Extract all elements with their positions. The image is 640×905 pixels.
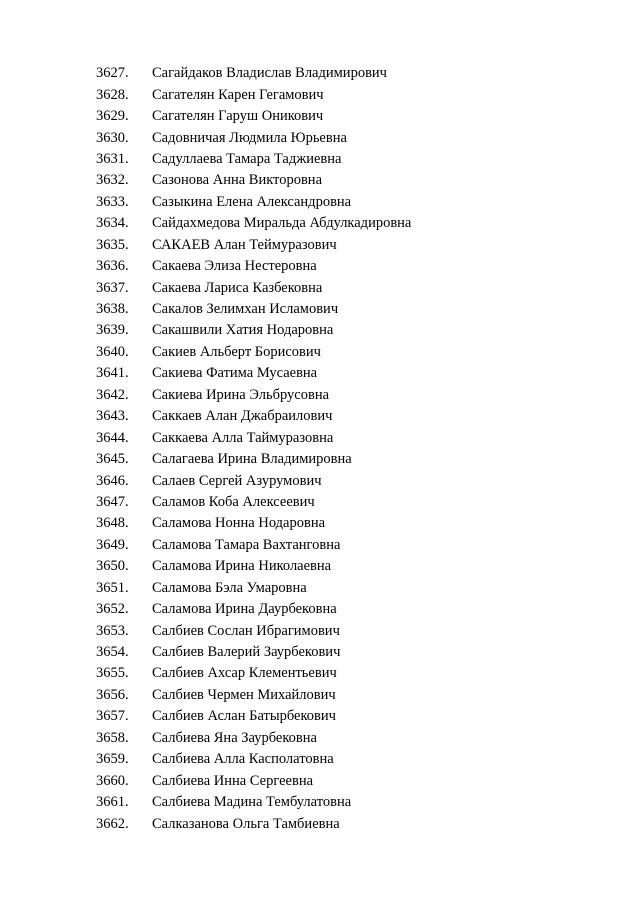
entry-number: 3643. [96, 408, 129, 425]
entry-number: 3647. [96, 493, 129, 510]
list-item [96, 406, 411, 427]
list-item [96, 342, 411, 363]
entry-number: 3637. [96, 279, 129, 296]
entry-name: Садуллаева Тамара Таджиевна [152, 150, 342, 167]
entry-number: 3649. [96, 536, 129, 553]
entry-name: Салбиев Чермен Михайлович [152, 686, 336, 703]
list-item [96, 770, 411, 791]
entry-number: 3653. [96, 622, 129, 639]
list-item [96, 84, 411, 105]
entry-name: Салбиева Яна Заурбековна [152, 729, 317, 746]
entry-number: 3641. [96, 365, 129, 382]
entry-number: 3656. [96, 686, 129, 703]
entry-name: Салказанова Ольга Тамбиевна [152, 815, 340, 832]
list-item [96, 63, 411, 84]
list-item [96, 556, 411, 577]
list-item [96, 492, 411, 513]
entry-number: 3633. [96, 193, 129, 210]
numbered-name-list [96, 63, 411, 835]
entry-name: Сагателян Карен Гегамович [152, 86, 324, 103]
entry-name: Салбиева Инна Сергеевна [152, 772, 314, 789]
entry-name: Салбиев Аслан Батырбекович [152, 708, 336, 725]
entry-name: Сакаева Элиза Нестеровна [152, 258, 317, 275]
entry-number: 3630. [96, 129, 129, 146]
list-item [96, 685, 411, 706]
entry-number: 3628. [96, 86, 129, 103]
entry-name: Садовничая Людмила Юрьевна [152, 129, 347, 146]
entry-number: 3642. [96, 386, 129, 403]
entry-number: 3654. [96, 644, 129, 661]
entry-name: Салбиев Сослан Ибрагимович [152, 622, 340, 639]
entry-name: Салбиев Ахсар Клементьевич [152, 665, 337, 682]
entry-number: 3645. [96, 451, 129, 468]
list-item [96, 578, 411, 599]
entry-number: 3655. [96, 665, 129, 682]
entry-number: 3635. [96, 236, 129, 253]
list-item [96, 792, 411, 813]
list-item [96, 149, 411, 170]
entry-name: Саламова Тамара Вахтанговна [152, 536, 341, 553]
entry-name: САКАЕВ Алан Теймуразович [152, 236, 337, 253]
list-item [96, 706, 411, 727]
entry-name: Сакиева Фатима Мусаевна [152, 365, 318, 382]
list-item [96, 170, 411, 191]
list-item [96, 213, 411, 234]
list-item [96, 642, 411, 663]
entry-name: Сагателян Гаруш Оникович [152, 108, 324, 125]
entry-name: Саккаев Алан Джабраилович [152, 408, 333, 425]
list-item [96, 385, 411, 406]
entry-name: Сакиева Ирина Эльбрусовна [152, 386, 330, 403]
entry-name: Салбиев Валерий Заурбекович [152, 644, 341, 661]
entry-name: Салагаева Ирина Владимировна [152, 451, 352, 468]
list-item [96, 277, 411, 298]
list-item [96, 620, 411, 641]
entry-number: 3651. [96, 579, 129, 596]
entry-number: 3658. [96, 729, 129, 746]
entry-name: Саламова Ирина Николаевна [152, 558, 332, 575]
list-item [96, 256, 411, 277]
entry-number: 3634. [96, 215, 129, 232]
list-item [96, 299, 411, 320]
entry-name: Сайдахмедова Миральда Абдулкадировна [152, 215, 412, 232]
list-item [96, 192, 411, 213]
entry-number: 3640. [96, 343, 129, 360]
entry-name: Сазонова Анна Викторовна [152, 172, 322, 189]
list-item [96, 320, 411, 341]
entry-number: 3659. [96, 751, 129, 768]
list-item [96, 663, 411, 684]
list-item [96, 106, 411, 127]
list-item [96, 363, 411, 384]
entry-name: Саккаева Алла Таймуразовна [152, 429, 334, 446]
list-item [96, 235, 411, 256]
entry-number: 3644. [96, 429, 129, 446]
list-item [96, 470, 411, 491]
entry-number: 3661. [96, 794, 129, 811]
entry-number: 3650. [96, 558, 129, 575]
list-item [96, 749, 411, 770]
list-item [96, 599, 411, 620]
entry-number: 3657. [96, 708, 129, 725]
entry-number: 3631. [96, 150, 129, 167]
entry-name: Сакашвили Хатия Нодаровна [152, 322, 334, 339]
entry-number: 3639. [96, 322, 129, 339]
entry-number: 3646. [96, 472, 129, 489]
entry-number: 3629. [96, 108, 129, 125]
list-item [96, 535, 411, 556]
entry-name: Сазыкина Елена Александровна [152, 193, 352, 210]
list-item [96, 427, 411, 448]
entry-number: 3660. [96, 772, 129, 789]
entry-name: Сакаева Лариса Казбековна [152, 279, 323, 296]
entry-name: Саламова Ирина Даурбековна [152, 601, 337, 618]
entry-name: Сакалов Зелимхан Исламович [152, 301, 339, 318]
entry-number: 3638. [96, 301, 129, 318]
entry-number: 3627. [96, 65, 129, 82]
list-item [96, 813, 411, 834]
entry-name: Сакиев Альберт Борисович [152, 343, 321, 360]
list-item [96, 513, 411, 534]
entry-name: Салбиева Мадина Тембулатовна [152, 794, 352, 811]
entry-number: 3632. [96, 172, 129, 189]
list-item [96, 449, 411, 470]
entry-name: Сагайдаков Владислав Владимирович [152, 65, 387, 82]
entry-name: Салбиева Алла Касполатовна [152, 751, 334, 768]
entry-name: Саламова Бэла Умаровна [152, 579, 307, 596]
entry-number: 3662. [96, 815, 129, 832]
list-item [96, 127, 411, 148]
entry-number: 3652. [96, 601, 129, 618]
entry-name: Салаев Сергей Азурумович [152, 472, 322, 489]
list-item [96, 728, 411, 749]
entry-name: Саламова Нонна Нодаровна [152, 515, 326, 532]
entry-number: 3648. [96, 515, 129, 532]
entry-name: Саламов Коба Алексеевич [152, 493, 315, 510]
entry-number: 3636. [96, 258, 129, 275]
